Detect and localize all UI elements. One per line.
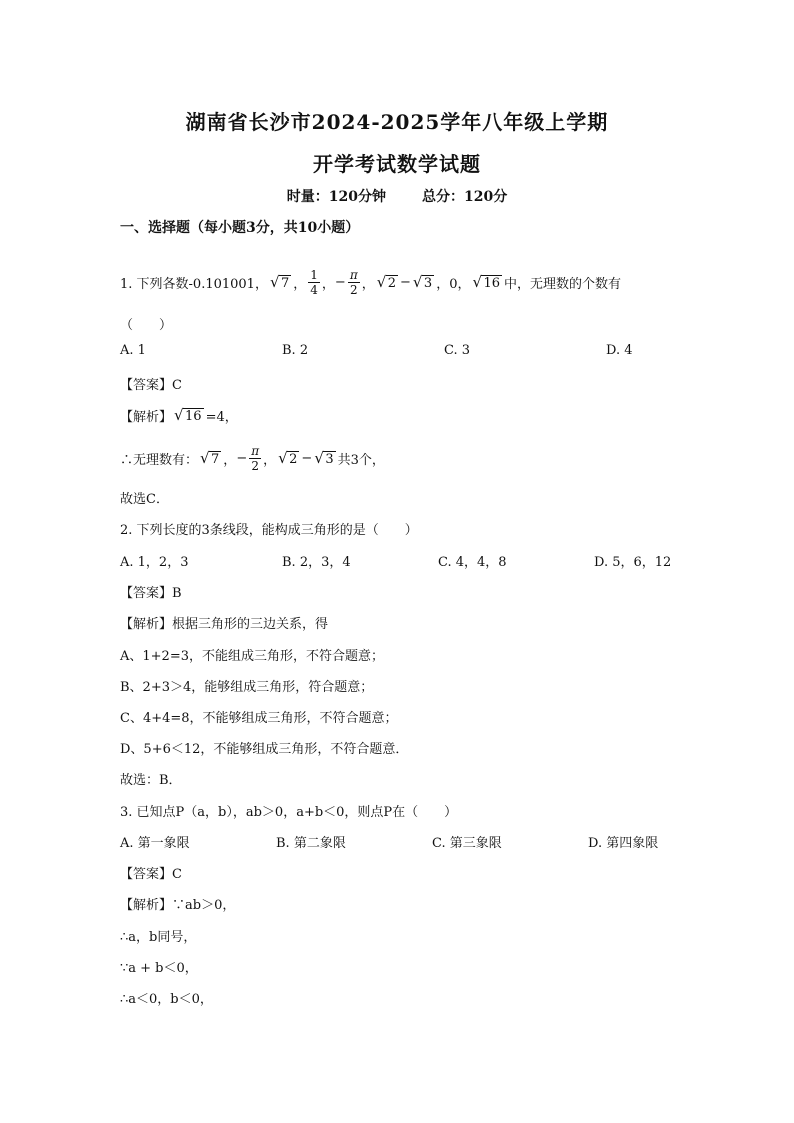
- q3-analysis-4: ∴a＜0，b＜0，: [120, 992, 213, 1007]
- q2-option-b: B. 2，3，4: [282, 555, 351, 570]
- q1-irrational-list: ∴无理数有： √ 7 ， − $\frac{\pi}{2}$ ， √ 2 − √ 3 共3个，: [120, 444, 385, 473]
- q3-answer: 【答案】C: [120, 867, 182, 882]
- q3-stem: 3. 已知点P（a，b），ab＞0，a+b＜0，则点P在（ ）: [120, 805, 458, 820]
- q2-option-a: A. 1，2，3: [120, 555, 189, 570]
- q1-answer: 【答案】C: [120, 378, 182, 393]
- sqrt-2: √ 2: [377, 275, 398, 291]
- sqrt-3: √ 3: [413, 275, 434, 291]
- q1-option-b: B. 2: [282, 343, 309, 358]
- q1-analysis: 【解析】 √ 16 =4，: [120, 406, 238, 425]
- fraction-pi-2-list: $\frac{\pi}{2}$: [251, 444, 260, 473]
- q1-stem: 1. 下列各数-0.101001， √ 7 ， $\frac{1}{4}$ ， − $\frac{\pi}{2}$ ， √ 2 − √ 3 ，0， √ 16 中，无理数的个数有: [120, 268, 621, 297]
- sqrt-7-list: √ 7: [200, 451, 221, 467]
- q2-line-a: A、1+2=3，不能组成三角形，不符合题意；: [120, 649, 384, 664]
- fraction-pi-2: $\frac{\pi}{2}$: [349, 268, 358, 297]
- fraction-1-4: $\frac{1}{4}$: [310, 268, 318, 297]
- q2-line-b: B、2+3＞4，能够组成三角形，符合题意；: [120, 680, 374, 695]
- q3-option-c: C. 第三象限: [432, 836, 502, 851]
- exam-score: 总分：120分: [422, 189, 508, 205]
- sqrt-7: √ 7: [270, 275, 291, 291]
- q1-conclusion: 故选C．: [120, 492, 169, 507]
- q1-option-c: C. 3: [444, 343, 471, 358]
- q1-paren: （ ）: [120, 318, 173, 333]
- q1-option-d: D. 4: [606, 343, 633, 358]
- doc-title-line1: 湖南省长沙市2024-2025学年八年级上学期: [185, 110, 609, 134]
- sqrt-2-list: √ 2: [278, 451, 299, 467]
- section-heading: 一、选择题（每小题3分，共10小题）: [120, 220, 360, 236]
- q3-analysis-3: ∵a + b＜0，: [120, 961, 198, 976]
- q2-line-c: C、4+4=8，不能够组成三角形，不符合题意；: [120, 711, 398, 726]
- sqrt-3-list: √ 3: [314, 451, 335, 467]
- q3-analysis-2: ∴a，b同号，: [120, 930, 197, 945]
- sqrt-16: √ 16: [472, 275, 502, 291]
- exam-time: 时量：120分钟: [286, 189, 386, 205]
- q2-answer: 【答案】B: [120, 586, 182, 601]
- q3-option-b: B. 第二象限: [276, 836, 346, 851]
- q2-stem: 2. 下列长度的3条线段，能构成三角形的是（ ）: [120, 523, 418, 538]
- q2-option-d: D. 5，6，12: [594, 555, 672, 570]
- q2-conclusion: 故选：B．: [120, 773, 182, 788]
- sqrt-16-analysis: √ 16: [174, 408, 204, 424]
- q2-line-d: D、5+6＜12，不能够组成三角形，不符合题意．: [120, 742, 409, 757]
- exam-meta: [0, 186, 794, 206]
- q1-option-a: A. 1: [120, 343, 146, 358]
- doc-title-line2: 开学考试数学试题: [313, 152, 481, 176]
- q3-analysis-1: 【解析】∵ab＞0，: [120, 898, 236, 913]
- q2-analysis: 【解析】根据三角形的三边关系，得: [120, 617, 329, 632]
- q2-option-c: C. 4，4，8: [438, 555, 507, 570]
- q3-option-a: A. 第一象限: [120, 836, 190, 851]
- q3-option-d: D. 第四象限: [588, 836, 659, 851]
